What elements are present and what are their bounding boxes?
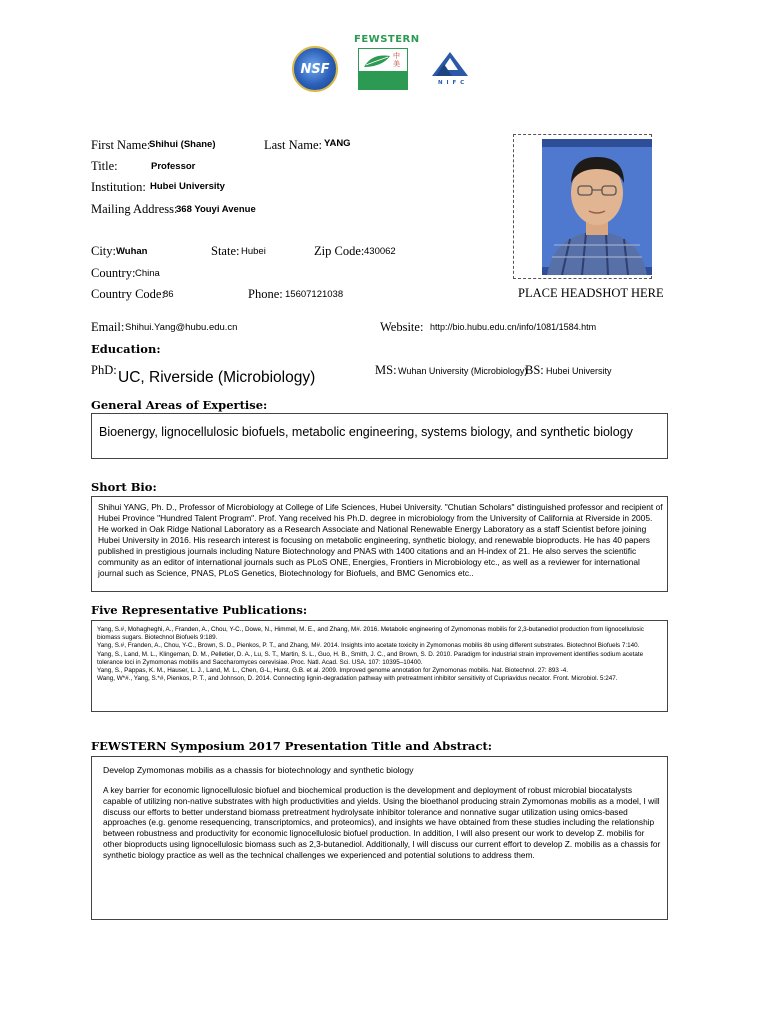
symposium-heading: FEWSTERN Symposium 2017 Presentation Title and Abstract: — [91, 739, 493, 753]
headshot-photo — [542, 139, 652, 275]
publications-heading: Five Representative Publications: — [91, 603, 308, 617]
expertise-heading: General Areas of Expertise: — [91, 398, 268, 412]
mailing-address-value[interactable]: 368 Youyi Avenue — [176, 204, 256, 215]
publication-item: Yang, S., Pappas, K. M., Hauser, L. J., Land, M. L., Chen, G-L, Hurst, G.B. et al. 2009. Improved genome annotation for Zymomonas mobilis. Nat. Biotechnol. 27: 893 -4. — [97, 667, 568, 675]
ms-label: MS: — [375, 363, 397, 377]
expertise-text: Bioenergy, lignocellulosic biofuels, metabolic engineering, systems biology, and synthetic biology — [99, 425, 633, 439]
email-label: Email: — [91, 320, 125, 334]
bs-value[interactable]: Hubei University — [546, 366, 612, 376]
website-label: Website: — [380, 320, 424, 334]
bio-box[interactable] — [91, 496, 668, 592]
publication-item: Yang, S., Land, M. L., Klingeman, D. M., Pelletier, D. A., Lu, S. T., Martin, S. L., Guo, H. B., Smith, J. C., and Brown, S. D. 2010. Paradigm for industrial strain improvement identifies sodium acetate tolerance loci in Zymomonas mobilis and Saccharomyces cerevisiae. Proc. Natl. Acad. Sci. USA. 107: 10395–10400. — [97, 650, 644, 666]
city-label: City: — [91, 244, 117, 258]
consortium-chinese-text: 中美 — [393, 52, 400, 68]
phd-label: PhD: — [91, 363, 117, 377]
nsf-logo-text: NSF — [300, 61, 330, 77]
symposium-abstract: A key barrier for economic lignocellulosic biofuel and biochemical production is the development and deployment of robust microbial biocatalysts capable of utilizing non-native substrates with high productivities and yields. Using the bioethanol producing strain Zymomonas mobilis as a model, I will discuss our efforts to better understand biomass pretreatment hydrolysate inhibitor tolerance and nonnative sugar utilization using omics-based approaches (e.g. genome resequencing, transcriptomics, and proteomics), and insights we have obtained from these studies including the relationship between robustness and productivity for economic lignocellulosic biofuel production. In addition, I will also present our work to develop Z. mobilis for other bioproducts using lignocellulosic biomass such as 2,3-butanediol. Additionally, I will discuss our current effort to develop Z. mobilis as a chassis for synthetic biology practice as well as the technical challenges we experienced and potential solutions to address them. — [103, 785, 661, 860]
education-heading: Education: — [91, 342, 161, 356]
bio-text: Shihui YANG, Ph. D., Professor of Microbiology at College of Life Sciences, Hubei University. "Chutian Scholars" distinguished professor and recipient of Hubei Province "Hundred Talent Program". Prof. Yang received his Ph.D. degree in microbiology from the University of California at Riverside in 2005. He worked in Oak Ridge National Laboratory as a Research Associate and National Renewable Energy Laboratory as a staff Scientist before joining Hubei University in 2016. His research interest is focusing on metabolic engineering, synthetic biology, and renewable bioproducts. He has 40 papers published in prestigious journals including Nature Biotechnology and PNAS with 1400 citations and an H-index of 21. He also serves the scientific community as an editor of international journals such as PLoS ONE, Energies, Frontiers in Microbiology etc., as well as a reviewer for international journal such as Science, PNAS, PLoS Genetics, Biotechnology for Biofuels, and BMC Genomics etc.. — [98, 502, 663, 578]
phone-label: Phone: — [248, 287, 283, 301]
zip-value[interactable]: 430062 — [364, 246, 396, 257]
consortium-band — [359, 71, 407, 89]
website-value[interactable]: http://bio.hubu.edu.cn/info/1081/1584.htm — [430, 322, 597, 332]
city-value[interactable]: Wuhan — [116, 246, 148, 257]
bio-heading: Short Bio: — [91, 480, 157, 494]
country-value[interactable]: China — [135, 268, 160, 279]
last-name-value[interactable]: YANG — [324, 138, 351, 149]
nifc-logo-text: N I F C — [438, 80, 466, 86]
mailing-address-label: Mailing Address: — [91, 202, 178, 216]
first-name-label: First Name: — [91, 138, 151, 152]
title-label: Title: — [91, 159, 118, 173]
first-name-value[interactable]: Shihui (Shane) — [149, 139, 216, 150]
last-name-label: Last Name: — [264, 138, 322, 152]
ms-value[interactable]: Wuhan University (Microbiology) — [398, 366, 528, 376]
expertise-box[interactable] — [91, 413, 668, 459]
zip-label: Zip Code: — [314, 244, 365, 258]
phone-value[interactable]: 15607121038 — [285, 289, 344, 300]
fewstern-logo-text: FEWSTERN — [354, 34, 420, 45]
country-label: Country: — [91, 266, 136, 280]
nifc-logo — [430, 50, 470, 90]
consortium-logo — [358, 48, 408, 90]
publication-item: Yang, S.#, Franden, A., Chou, Y-C., Brown, S. D., Pienkos, P. T., and Zhang, M#. 2014. Insights into acetate toxicity in Zymomonas mobilis 8b using different substrates. Biotechnol Biofuels 7:140. — [97, 642, 640, 650]
logo-row — [290, 34, 480, 96]
state-label: State: — [211, 244, 240, 258]
bs-label: BS: — [525, 363, 544, 377]
publication-item: Wang, W*#., Yang, S.*#, Pienkos, P. T., and Johnson, D. 2014. Connecting lignin-degradation pathway with pretreatment inhibitor sensitivity of Cupriavidus necator. Front. Microbiol. 5:247. — [97, 675, 618, 683]
publications-box[interactable] — [91, 620, 668, 712]
nsf-logo — [292, 46, 338, 92]
institution-label: Institution: — [91, 180, 146, 194]
title-value[interactable]: Professor — [151, 161, 196, 172]
headshot-caption: PLACE HEADSHOT HERE — [518, 286, 664, 300]
symposium-box[interactable] — [91, 756, 668, 920]
publication-item: Yang, S.#, Mohagheghi, A., Franden, A., Chou, Y-C., Dowe, N., Himmel, M. E., and Zhang, M#. 2016. Metabolic engineering of Zymomonas mobilis for 2,3-butanediol production from lignocellulosic biomass sugars. Biotechnol Biofuels 9:189. — [97, 626, 644, 642]
country-code-value[interactable]: 86 — [163, 289, 174, 300]
state-value[interactable]: Hubei — [241, 246, 266, 257]
country-code-label: Country Code: — [91, 287, 165, 301]
consortium-leaf-icon — [362, 53, 392, 69]
email-value[interactable]: Shihui.Yang@hubu.edu.cn — [125, 322, 238, 333]
institution-value[interactable]: Hubei University — [150, 181, 225, 192]
publications-list — [97, 626, 663, 683]
nifc-mountain-icon — [430, 50, 470, 80]
headshot-frame — [513, 134, 652, 279]
symposium-title: Develop Zymomonas mobilis as a chassis for biotechnology and synthetic biology — [103, 765, 414, 775]
phd-value[interactable]: UC, Riverside (Microbiology) — [118, 369, 316, 386]
